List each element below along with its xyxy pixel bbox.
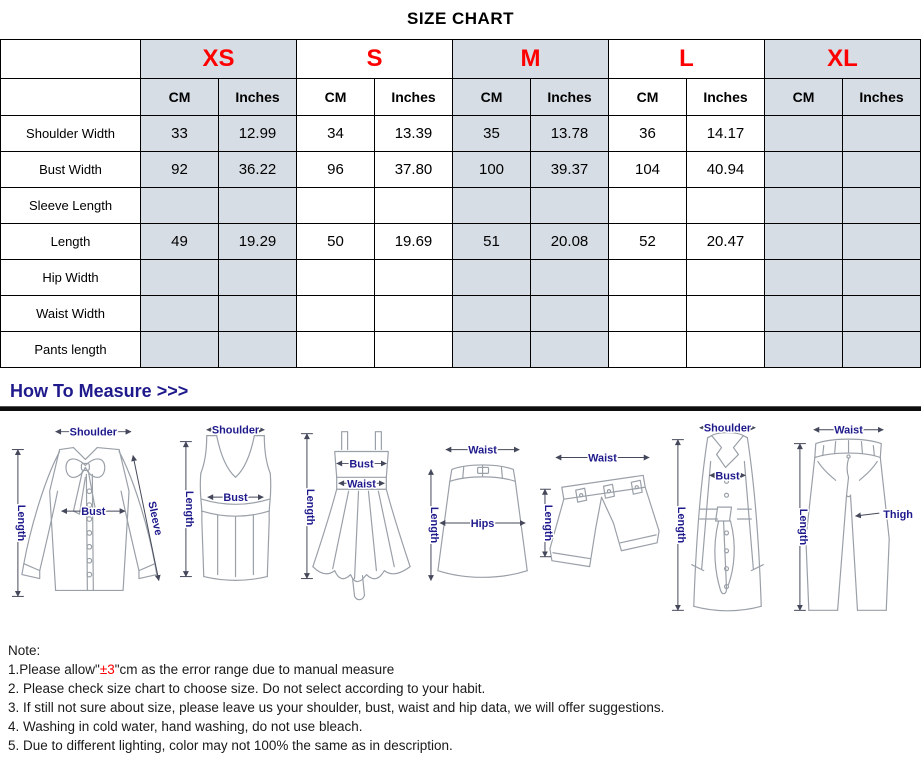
garment-outline xyxy=(692,433,763,611)
row-label-shoulder-width: Shoulder Width xyxy=(1,116,141,152)
value-cell xyxy=(453,296,531,332)
value-cell: 20.08 xyxy=(531,224,609,260)
garment-outline xyxy=(806,439,889,610)
note-1-prefix: 1.Please allow" xyxy=(8,662,100,677)
unit-header-xs-cm: CM xyxy=(141,79,219,116)
note-line-2: 2. Please check size chart to choose size. Do not select according to your habit. xyxy=(8,681,486,696)
value-cell xyxy=(843,224,921,260)
unit-header-xl-inches: Inches xyxy=(843,79,921,116)
value-cell xyxy=(219,296,297,332)
value-cell: 12.99 xyxy=(219,116,297,152)
table-row-bust-width xyxy=(1,152,921,188)
value-cell: 40.94 xyxy=(687,152,765,188)
note-line-1 xyxy=(8,660,911,679)
size-header-l: L xyxy=(609,40,765,79)
value-cell xyxy=(609,260,687,296)
measure-label-sleeve: Sleeve xyxy=(145,500,165,537)
table-row-sleeve-length xyxy=(1,188,921,224)
unit-header-xl-cm: CM xyxy=(765,79,843,116)
table-row-hip-width xyxy=(1,260,921,296)
value-cell: 13.39 xyxy=(375,116,453,152)
value-cell: 19.29 xyxy=(219,224,297,260)
value-cell xyxy=(687,260,765,296)
corner-cell xyxy=(1,40,141,79)
value-cell xyxy=(843,152,921,188)
measure-label-shoulder: Shoulder xyxy=(703,422,752,435)
size-header-xl: XL xyxy=(765,40,921,79)
note-line-3: 3. If still not sure about size, please leave us your shoulder, bust, waist and hip data, we will offer suggestions. xyxy=(8,700,665,715)
measure-label-length: Length xyxy=(182,490,195,528)
measure-label-waist: Waist xyxy=(467,444,497,457)
value-cell: 104 xyxy=(609,152,687,188)
value-cell xyxy=(609,332,687,368)
value-cell: 19.69 xyxy=(375,224,453,260)
measure-figures xyxy=(0,411,921,631)
value-cell: 20.47 xyxy=(687,224,765,260)
value-cell xyxy=(141,188,219,224)
value-cell xyxy=(531,332,609,368)
pants-illustration xyxy=(788,419,917,627)
coat-illustration xyxy=(664,419,788,627)
measure-label-length: Length xyxy=(427,506,440,544)
measure-label-shoulder: Shoulder xyxy=(211,424,259,437)
value-cell xyxy=(453,332,531,368)
measure-label-length: Length xyxy=(541,504,554,542)
measure-label-bust: Bust xyxy=(349,458,374,471)
row-label-length: Length xyxy=(1,224,141,260)
value-cell: 36.22 xyxy=(219,152,297,188)
table-row-waist-width xyxy=(1,296,921,332)
dress-illustration xyxy=(297,419,426,623)
value-cell: 92 xyxy=(141,152,219,188)
value-cell xyxy=(297,332,375,368)
value-cell xyxy=(609,296,687,332)
value-cell: 34 xyxy=(297,116,375,152)
value-cell xyxy=(297,260,375,296)
row-label-bust-width: Bust Width xyxy=(1,152,141,188)
measure-label-length: Length xyxy=(674,506,687,544)
unit-header-row xyxy=(1,79,921,116)
garment-outline xyxy=(550,475,659,566)
value-cell xyxy=(843,296,921,332)
how-to-measure-heading: How To Measure >>> xyxy=(10,381,189,401)
measure-label-shoulder: Shoulder xyxy=(69,426,117,439)
unit-header-s-inches: Inches xyxy=(375,79,453,116)
shorts-illustration xyxy=(540,445,664,595)
value-cell xyxy=(687,296,765,332)
garment-outline xyxy=(200,436,271,581)
value-cell: 13.78 xyxy=(531,116,609,152)
value-cell xyxy=(531,188,609,224)
value-cell xyxy=(141,260,219,296)
unit-header-m-cm: CM xyxy=(453,79,531,116)
skirt-illustration xyxy=(426,439,540,609)
value-cell xyxy=(687,188,765,224)
value-cell: 33 xyxy=(141,116,219,152)
notes-section xyxy=(0,631,921,763)
measure-label-hips: Hips xyxy=(470,517,495,530)
unit-header-l-inches: Inches xyxy=(687,79,765,116)
size-header-xs: XS xyxy=(141,40,297,79)
corner-cell xyxy=(1,79,141,116)
dimension-arrows xyxy=(540,457,649,556)
table-row-pants-length xyxy=(1,332,921,368)
value-cell xyxy=(843,332,921,368)
unit-header-l-cm: CM xyxy=(609,79,687,116)
value-cell: 52 xyxy=(609,224,687,260)
value-cell: 51 xyxy=(453,224,531,260)
notes-heading: Note: xyxy=(8,643,41,658)
value-cell: 39.37 xyxy=(531,152,609,188)
value-cell xyxy=(765,152,843,188)
value-cell xyxy=(219,260,297,296)
size-header-s: S xyxy=(297,40,453,79)
unit-header-s-cm: CM xyxy=(297,79,375,116)
value-cell xyxy=(765,224,843,260)
garment-outline xyxy=(22,448,157,591)
row-label-sleeve-length: Sleeve Length xyxy=(1,188,141,224)
value-cell xyxy=(375,332,453,368)
value-cell xyxy=(843,188,921,224)
unit-header-xs-inches: Inches xyxy=(219,79,297,116)
value-cell xyxy=(531,296,609,332)
value-cell: 49 xyxy=(141,224,219,260)
row-label-waist-width: Waist Width xyxy=(1,296,141,332)
measure-label-waist: Waist xyxy=(834,424,863,437)
value-cell: 35 xyxy=(453,116,531,152)
value-cell xyxy=(765,332,843,368)
size-header-row xyxy=(1,40,921,79)
note-line-5: 5. Due to different lighting, color may not 100% the same as in description. xyxy=(8,738,453,753)
value-cell xyxy=(765,296,843,332)
value-cell xyxy=(843,260,921,296)
table-row-shoulder-width xyxy=(1,116,921,152)
row-label-hip-width: Hip Width xyxy=(1,260,141,296)
value-cell xyxy=(687,332,765,368)
size-table-body xyxy=(1,116,921,368)
blouse-illustration xyxy=(4,419,173,623)
value-cell: 14.17 xyxy=(687,116,765,152)
tank-top-illustration xyxy=(173,419,297,623)
measure-label-waist: Waist xyxy=(588,452,617,465)
value-cell: 36 xyxy=(609,116,687,152)
measure-label-length: Length xyxy=(14,504,27,542)
garment-outline xyxy=(313,432,410,600)
value-cell xyxy=(453,260,531,296)
measure-label-waist: Waist xyxy=(346,478,376,491)
value-cell xyxy=(609,188,687,224)
value-cell xyxy=(765,188,843,224)
note-1-suffix: "cm as the error range due to manual measure xyxy=(114,662,395,677)
measure-label-thigh: Thigh xyxy=(883,509,913,522)
size-header-m: M xyxy=(453,40,609,79)
value-cell: 50 xyxy=(297,224,375,260)
unit-header-m-inches: Inches xyxy=(531,79,609,116)
note-1-tolerance: ±3 xyxy=(99,662,115,677)
note-line-4: 4. Washing in cold water, hand washing, do not use bleach. xyxy=(8,719,363,734)
value-cell xyxy=(219,332,297,368)
value-cell xyxy=(297,188,375,224)
value-cell xyxy=(843,116,921,152)
value-cell xyxy=(297,296,375,332)
size-chart-table xyxy=(0,39,921,368)
value-cell xyxy=(453,188,531,224)
row-label-pants-length: Pants length xyxy=(1,332,141,368)
value-cell xyxy=(375,188,453,224)
value-cell xyxy=(219,188,297,224)
value-cell xyxy=(765,116,843,152)
table-row-length xyxy=(1,224,921,260)
value-cell: 37.80 xyxy=(375,152,453,188)
value-cell xyxy=(375,260,453,296)
page-title: SIZE CHART xyxy=(407,9,514,28)
value-cell: 96 xyxy=(297,152,375,188)
value-cell xyxy=(765,260,843,296)
measure-label-length: Length xyxy=(303,488,316,526)
value-cell xyxy=(141,296,219,332)
value-cell xyxy=(141,332,219,368)
value-cell xyxy=(375,296,453,332)
value-cell xyxy=(531,260,609,296)
measure-label-bust: Bust xyxy=(715,470,740,483)
measure-label-length: Length xyxy=(796,508,809,546)
value-cell: 100 xyxy=(453,152,531,188)
measure-label-bust: Bust xyxy=(223,492,248,505)
measure-label-bust: Bust xyxy=(81,506,106,519)
